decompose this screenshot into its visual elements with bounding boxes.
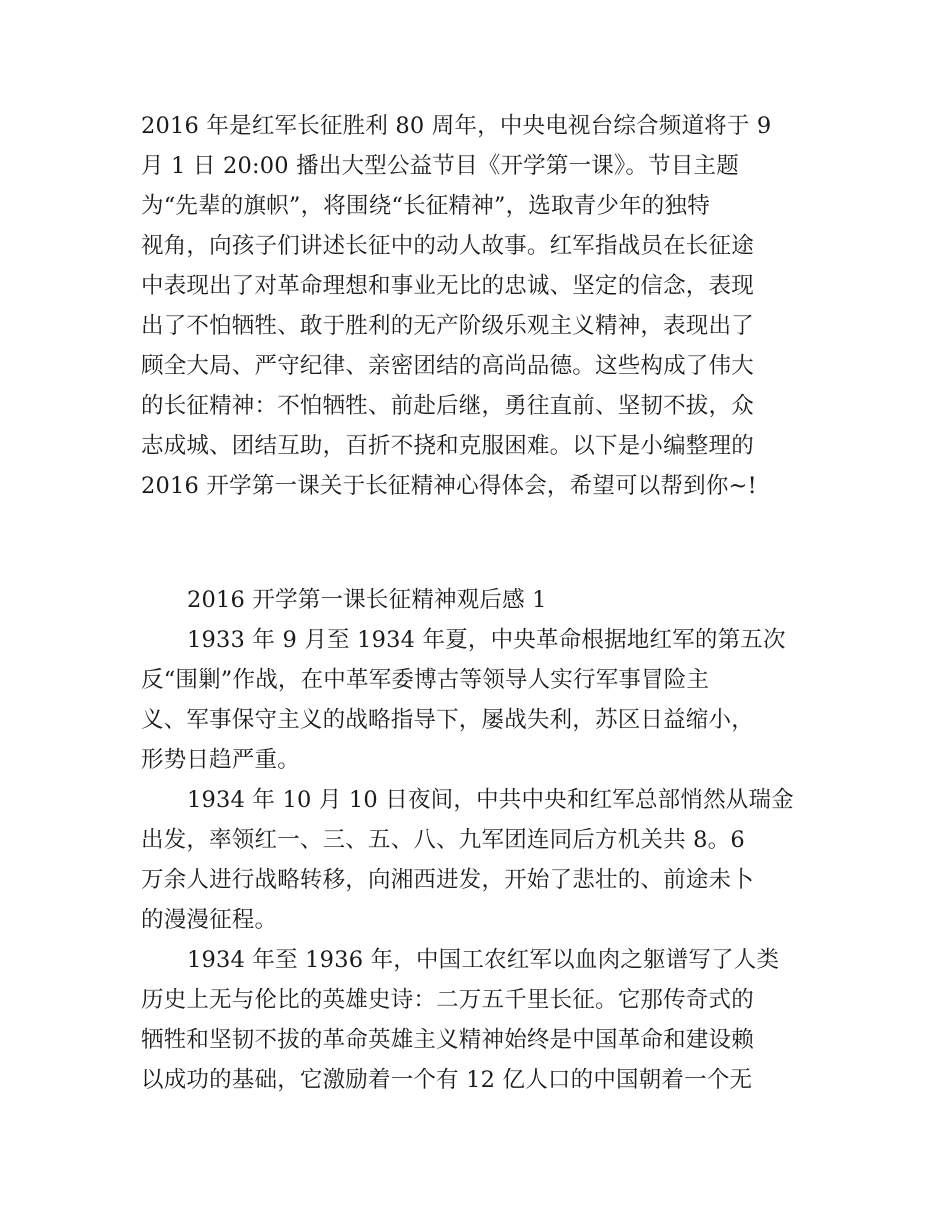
paragraph-3 [141,940,813,1100]
paragraph-line: 以成功的基础，它激励着一个有 12 亿人口的中国朝着一个无 [141,1067,753,1093]
intro-line: 志成城、团结互助，百折不挠和克服困难。以下是小编整理的 [141,433,754,459]
paragraph-line: 反“围剿”作战，在中革军委博古等领导人实行军事冒险主 [141,667,710,693]
paragraph-2 [141,780,813,940]
section-heading: 2016 开学第一课长征精神观后感 1 [187,587,547,613]
intro-line: 中表现出了对革命理想和事业无比的忠诚、坚定的信念，表现 [141,273,754,299]
paragraph-line: 1934 年至 1936 年，中国工农红军以血肉之躯谱写了人类 [187,947,780,973]
paragraph-line: 形势日趋严重。 [141,747,300,773]
paragraph-line: 历史上无与伦比的英雄史诗：二万五千里长征。它那传奇式的 [141,987,754,1013]
paragraph-line: 1933 年 9 月至 1934 年夏，中央革命根据地红军的第五次 [187,627,786,653]
intro-line: 2016 年是红军长征胜利 80 周年，中央电视台综合频道将于 9 [141,113,772,139]
intro-line: 为“先辈的旗帜”，将围绕“长征精神”，选取青少年的独特 [141,193,710,219]
intro-line: 视角，向孩子们讲述长征中的动人故事。红军指战员在长征途 [141,233,754,259]
paragraph-line: 牺牲和坚韧不拔的革命英雄主义精神始终是中国革命和建设赖 [141,1027,754,1053]
intro-line: 的长征精神：不怕牺牲、前赴后继，勇往直前、坚韧不拔，众 [141,393,754,419]
section-body [141,580,813,1100]
intro-line: 月 1 日 20:00 播出大型公益节目《开学第一课》。节目主题 [141,153,739,179]
paragraph-line: 的漫漫征程。 [141,907,278,933]
paragraph-line: 万余人进行战略转移，向湘西进发，开始了悲壮的、前途未卜 [141,867,754,893]
paragraph-line: 义、军事保守主义的战略指导下，屡战失利，苏区日益缩小， [141,707,754,733]
paragraph-1 [141,620,813,780]
paragraph-line: 出发，率领红一、三、五、八、九军团连同后方机关共 8。6 [141,827,745,853]
paragraph-line: 1934 年 10 月 10 日夜间，中共中央和红军总部悄然从瑞金 [187,787,794,813]
intro-line: 出了不怕牺牲、敢于胜利的无产阶级乐观主义精神，表现出了 [141,313,754,339]
intro-line: 顾全大局、严守纪律、亲密团结的高尚品德。这些构成了伟大 [141,353,754,379]
intro-paragraph [141,106,813,506]
intro-line: 2016 开学第一课关于长征精神心得体会，希望可以帮到你~! [141,473,757,499]
